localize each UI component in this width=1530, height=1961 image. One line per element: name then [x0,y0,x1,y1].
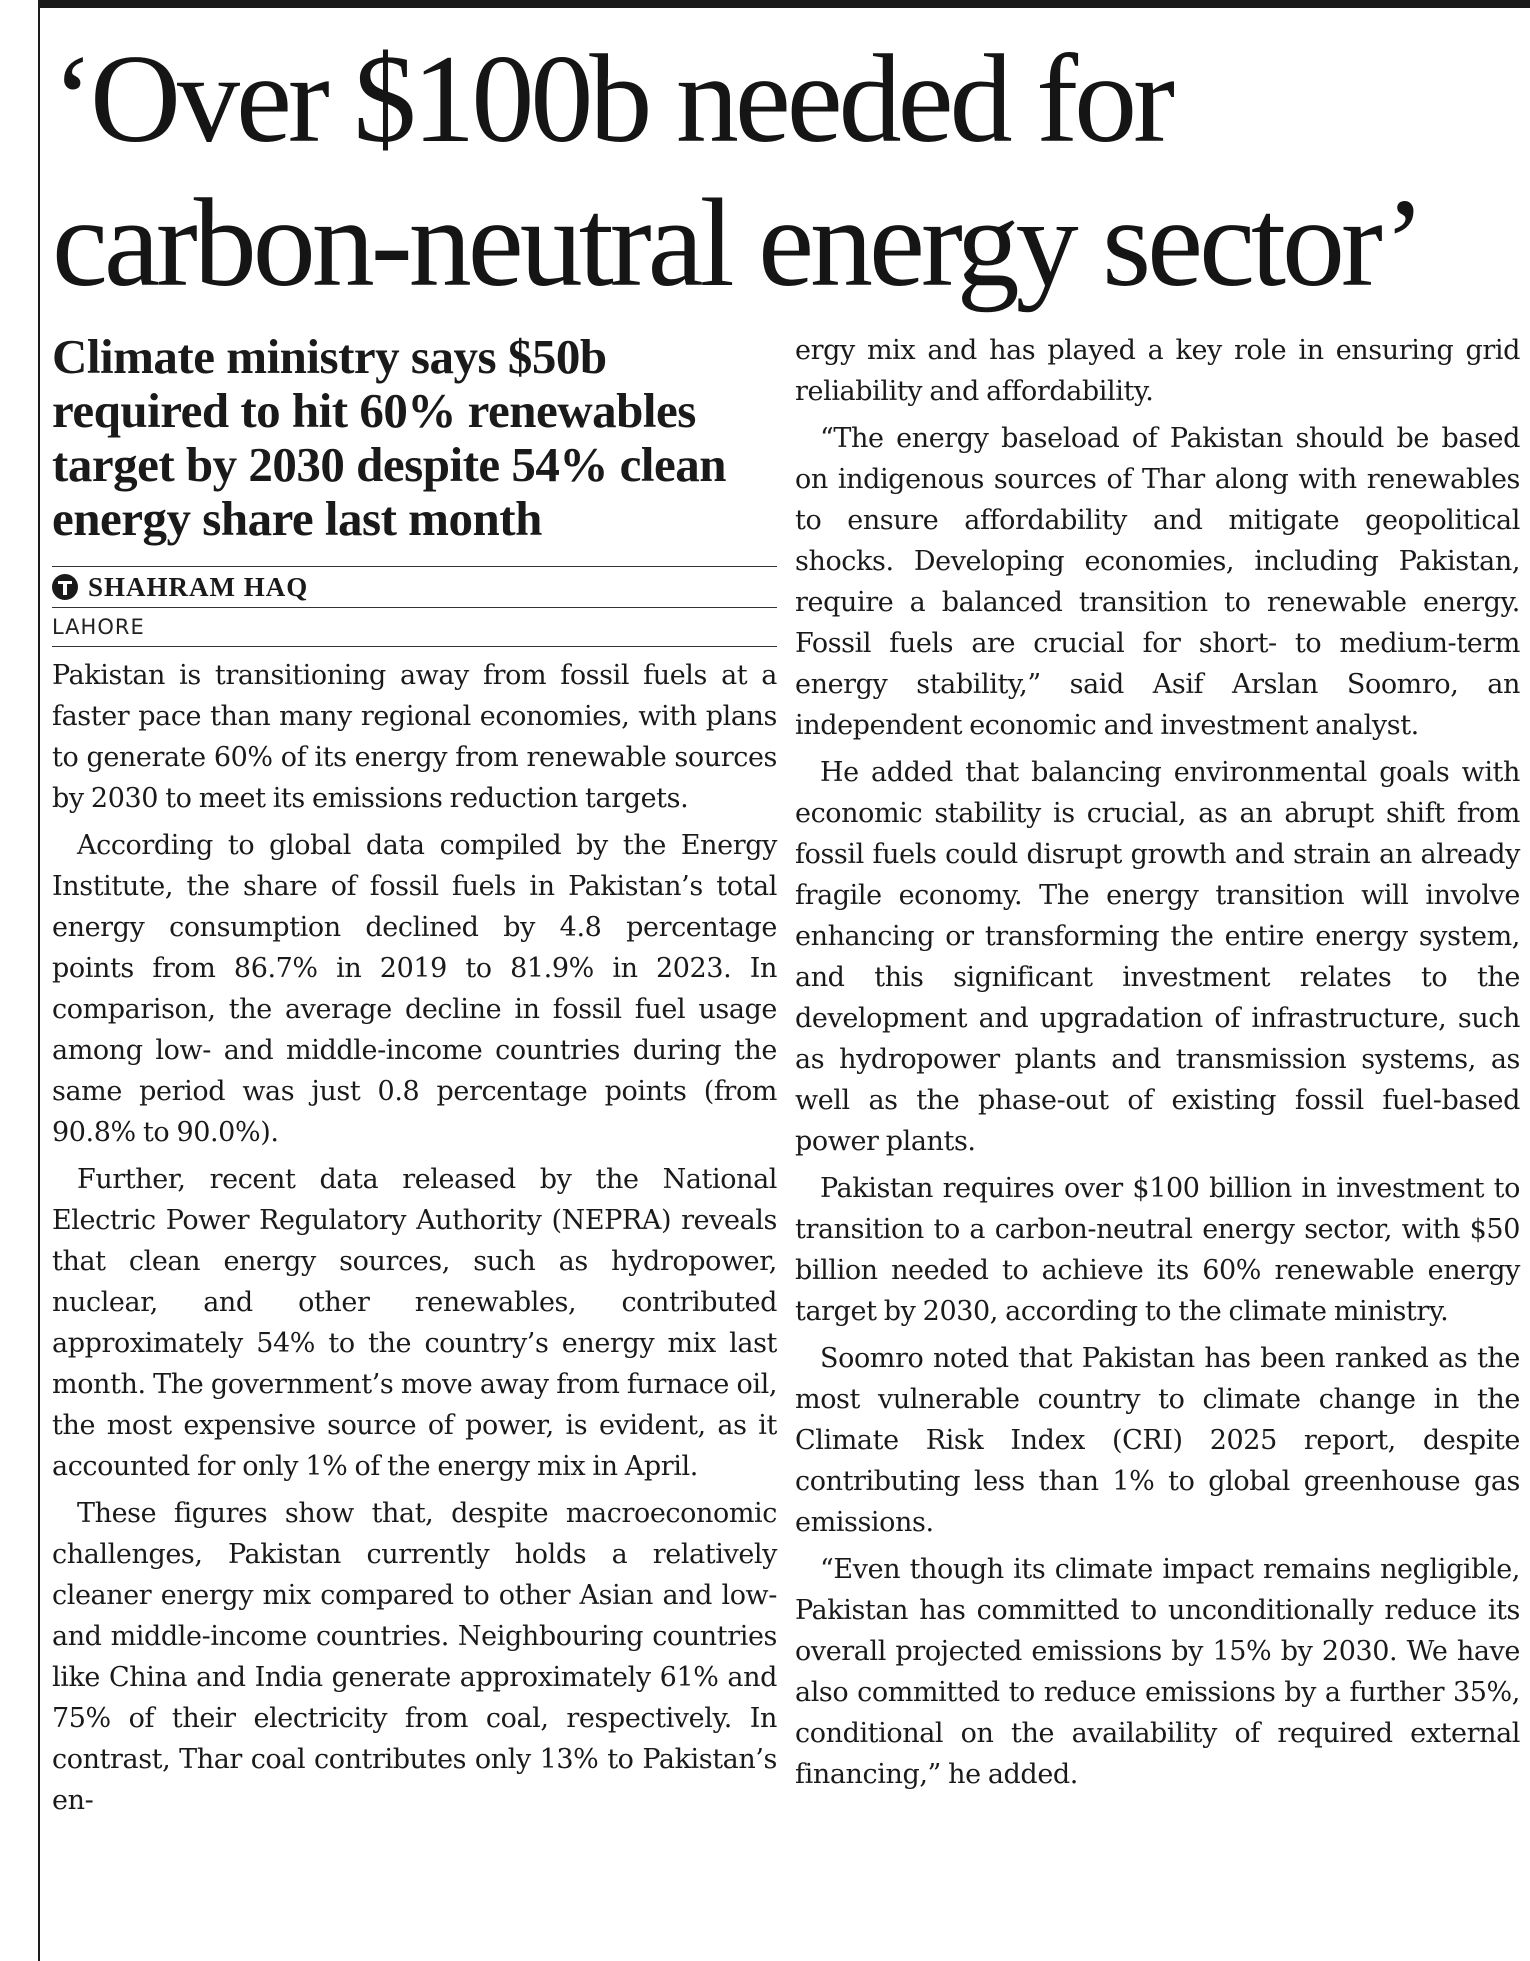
body-paragraph: According to global data compiled by the Energy Institute, the share of fossil fuels in Pakistan’s total energy consumption declined by 4.8 percentage points from 86.7% in 2019 to 81.9% in 2023. In comparison, the average decline in fossil fuel usage among low- and middle-income countries during the same period was just 0.8 percentage points (from 90.8% to 90.0%). [52,830,777,1148]
body-paragraph: These figures show that, despite macroeconomic challenges, Pakistan currently holds a relatively cleaner energy mix compared to other Asian and low- and middle-income countries. Neighbouring countries like China and India generate approximately 61% and 75% of their electricity from coal, respectively. In contrast, Thar coal contributes only 13% to Pakistan’s en- [52,1498,777,1816]
left-column-rule [38,0,40,1961]
body-paragraph: Further, recent data released by the National Electric Power Regulatory Authority (NEPRA) reveals that clean energy sources, such as hydropower, nuclear, and other renewables, contributed approximately 54% to the country’s energy mix last month. The government’s move away from furnace oil, the most expensive source of power, is evident, as it accounted for only 1% of the energy mix in April. [52,1164,777,1482]
body-paragraph: “The energy baseload of Pakistan should be based on indigenous sources of Thar along with renewables to ensure affordability and mitigate geopolitical shocks. Developing economies, including Pakistan, require a balanced transition to renewable energy. Fossil fuels are crucial for short- to medium-term energy stability,” said Asif Arslan Soomro, an independent economic and investment analyst. [795,423,1520,741]
top-rule [40,0,1530,8]
tribune-logo-icon [52,574,78,600]
body-paragraph: “Even though its climate impact remains negligible, Pakistan has committed to unconditionally reduce its overall projected emissions by 15% by 2030. We have also committed to reduce emissions by a further 35%, conditional on the availability of required external financing,” he added. [795,1554,1520,1790]
body-paragraph: Pakistan is transitioning away from fossil fuels at a faster pace than many regional economies, with plans to generate 60% of its energy from renewable sources by 2030 to meet its emissions reduction targets. [52,660,777,814]
body-paragraph: Soomro noted that Pakistan has been ranked as the most vulnerable country to climate change in the Climate Risk Index (CRI) 2025 report, despite contributing less than 1% to global greenhouse gas emissions. [795,1343,1520,1538]
author-name: SHAHRAM HAQ [88,571,309,602]
left-column [52,330,777,1827]
dateline: LAHORE [52,608,777,647]
byline [52,566,777,608]
headline: ‘Over $100b needed for carbon-neutral energy sector’ [52,30,1422,313]
body-paragraph: ergy mix and has played a key role in ensuring grid reliability and affordability. [795,335,1520,407]
body-paragraph: Pakistan requires over $100 billion in investment to transition to a carbon-neutral energy sector, with $50 billion needed to achieve its 60% renewable energy target by 2030, according to the climate ministry. [795,1173,1520,1327]
right-column [795,330,1520,1801]
subheadline: Climate ministry says $50b required to hit 60% renewables target by 2030 despite 54% clean energy share last month [52,329,726,546]
body-paragraph: He added that balancing environmental goals with economic stability is crucial, as an abrupt shift from fossil fuels could disrupt growth and strain an already fragile economy. The energy transition will involve enhancing or transforming the entire energy system, and this significant investment relates to the development and upgradation of infrastructure, such as hydropower plants and transmission systems, as well as the phase-out of existing fossil fuel-based power plants. [795,757,1520,1157]
